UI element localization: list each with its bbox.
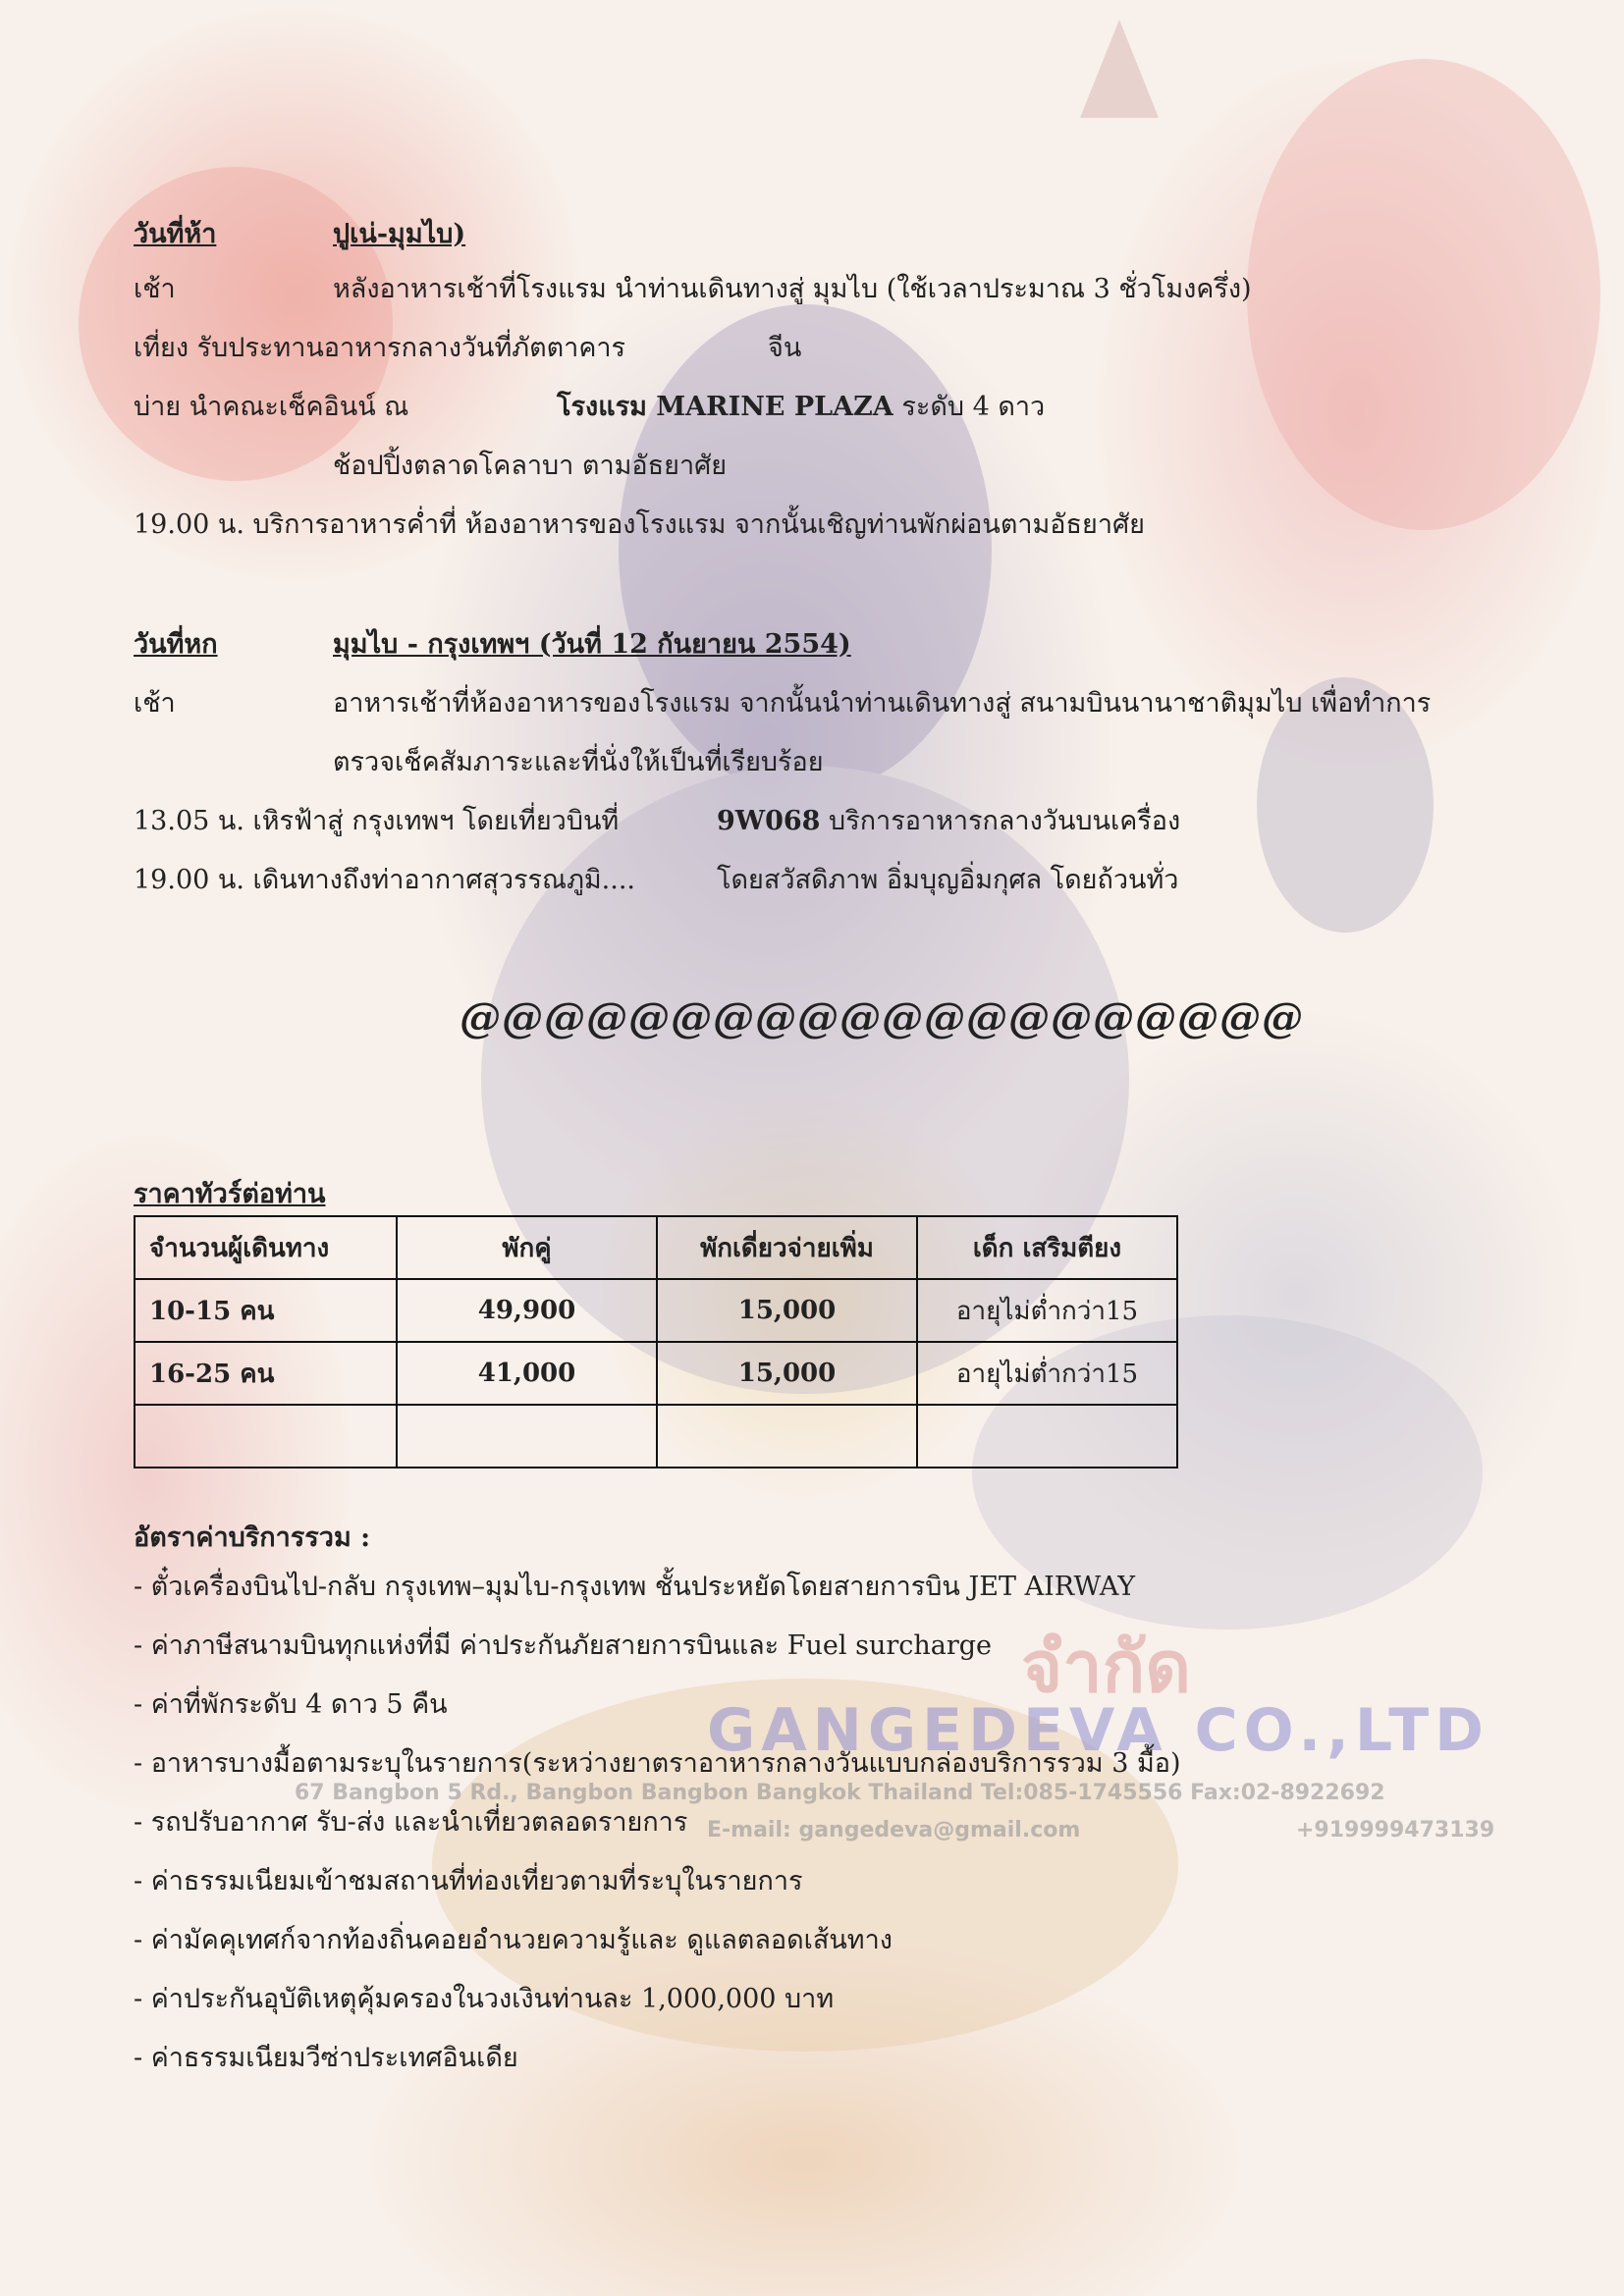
cell-travelers: 10-15 คน <box>135 1279 397 1342</box>
day5-dinner-text: 19.00 น. บริการอาหารค่ำที่ ห้องอาหารของโรงแรม จากนั้นเชิญท่านพักผ่อนตามอัธยาศัย <box>134 509 1145 540</box>
table-row <box>135 1342 1177 1405</box>
day6-arrival-text: 19.00 น. เดินทางถึงท่าอากาศสุวรรณภูมิ.... <box>134 865 635 895</box>
day6-flight-text: 13.05 น. เหิรฟ้าสู่ กรุงเทพฯ โดยเที่ยวบินที่ <box>134 806 620 836</box>
list-item: - ค่าภาษีสนามบินทุกแห่งที่มี ค่าประกันภัยสายการบินและ Fuel surcharge <box>134 1630 993 1661</box>
list-item: - ค่าที่พักระดับ 4 ดาว 5 คืน <box>134 1689 448 1720</box>
watermark-india-phone: +919999473139 <box>1296 1818 1495 1842</box>
cell-child: อายุไม่ต่ำกว่า15 <box>917 1342 1177 1405</box>
cell-twin: 49,900 <box>397 1279 657 1342</box>
day5-route: ปูเน่-มุมไบ) <box>333 219 466 249</box>
day6-route: มุมไบ - กรุงเทพฯ (วันที่ 12 กันยายน 2554) <box>333 629 851 660</box>
watermark-address: 67 Bangbon 5 Rd., Bangbon Bangbon Bangkok Thailand Tel:085-1745556 Fax:02-8922692 <box>295 1781 1385 1805</box>
cell-single: 15,000 <box>657 1279 917 1342</box>
header-child: เด็ก เสริมตียง <box>917 1216 1177 1279</box>
list-item: - ค่าธรรมเนียมเข้าชมสถานที่ท่องเที่ยวตามที่ระบุในรายการ <box>134 1866 803 1896</box>
day5-noon-text: เที่ยง รับประทานอาหารกลางวันที่ภัตตาคาร <box>134 333 626 363</box>
list-item: - ค่าประกันอุบัติเหตุคุ้มครองในวงเงินท่านละ 1,000,000 บาท <box>134 1984 835 2014</box>
cell-twin: 41,000 <box>397 1342 657 1405</box>
day6-heading: วันที่หก <box>134 629 218 660</box>
list-item: - ค่ามัคคุเทศก์จากท้องถิ่นคอยอำนวยความรู้และ ดูแลตลอดเส้นทาง <box>134 1925 893 1955</box>
day5-morning-text: หลังอาหารเช้าที่โรงแรม นำท่านเดินทางสู่ มุมไบ (ใช้เวลาประมาณ 3 ชั่วโมงครึ่ง) <box>333 274 1252 304</box>
day5-heading: วันที่ห้า <box>134 219 217 249</box>
day6-morning-label: เช้า <box>134 688 176 719</box>
cell-child <box>917 1405 1177 1468</box>
header-single: พักเดี่ยวจ่ายเพิ่ม <box>657 1216 917 1279</box>
cell-single <box>657 1405 917 1468</box>
hotel-name: โรงแรม MARINE PLAZA <box>557 392 893 422</box>
table-row <box>135 1405 1177 1468</box>
cell-travelers: 16-25 คน <box>135 1342 397 1405</box>
watermark-thai-name: จำกัด <box>1021 1626 1191 1708</box>
price-header-row <box>135 1216 1177 1279</box>
hotel-level: ระดับ 4 ดาว <box>893 392 1046 422</box>
flight-meal: บริการอาหารกลางวันบนเครื่อง <box>820 806 1181 836</box>
includes-title: อัตราค่าบริการรวม : <box>134 1522 371 1553</box>
list-item: - รถปรับอากาศ รับ-ส่ง และนำเที่ยวตลอดรายการ <box>134 1807 688 1838</box>
day5-shopping-text: ช้อปปิ้งตลาดโคลาบา ตามอัธยาศัย <box>333 451 728 481</box>
day6-morning-text-1: อาหารเช้าที่ห้องอาหารของโรงแรม จากนั้นนำท่านเดินทางสู่ สนามบินนานาชาติมุมไบ เพื่อทำการ <box>333 688 1432 719</box>
header-travelers: จำนวนผู้เดินทาง <box>135 1216 397 1279</box>
day5-morning-label: เช้า <box>134 274 176 304</box>
cell-child: อายุไม่ต่ำกว่า15 <box>917 1279 1177 1342</box>
cell-twin <box>397 1405 657 1468</box>
list-item: - อาหารบางมื้อตามระบุในรายการ(ระหว่างยาตราอาหารกลางวันแบบกล่องบริการรวม 3 มื้อ) <box>134 1748 1181 1779</box>
day6-arrival-wish: โดยสวัสดิภาพ อิ่มบุญอิ่มกุศล โดยถ้วนทั่ว <box>717 865 1179 895</box>
cell-single: 15,000 <box>657 1342 917 1405</box>
cell-travelers <box>135 1405 397 1468</box>
list-item: - ตั๋วเครื่องบินไป-กลับ กรุงเทพ–มุมไบ-กรุงเทพ ชั้นประหยัดโดยสายการบิน JET AIRWAY <box>134 1572 1136 1602</box>
day6-flight <box>717 805 1180 838</box>
list-item: - ค่าธรรมเนียมวีซ่าประเทศอินเดีย <box>134 2043 518 2073</box>
price-table <box>134 1215 1178 1468</box>
price-title: ราคาทัวร์ต่อท่าน <box>134 1179 326 1209</box>
at-separator: @@@@@@@@@@@@@@@@@@@@ <box>460 993 1304 1041</box>
flight-number: 9W068 <box>717 806 821 836</box>
day5-noon-cuisine: จีน <box>768 333 802 363</box>
day6-morning-text-2: ตรวจเช็คสัมภาระและที่นั่งให้เป็นที่เรียบร้อย <box>333 747 824 777</box>
day5-afternoon-text: บ่าย นำคณะเช็คอินน์ ณ <box>134 392 409 422</box>
day5-hotel <box>557 391 1045 424</box>
watermark-email: E-mail: gangedeva@gmail.com <box>707 1818 1081 1842</box>
header-twin: พักคู่ <box>397 1216 657 1279</box>
table-row <box>135 1279 1177 1342</box>
watermark-company: GANGEDEVA CO.,LTD <box>707 1696 1489 1765</box>
